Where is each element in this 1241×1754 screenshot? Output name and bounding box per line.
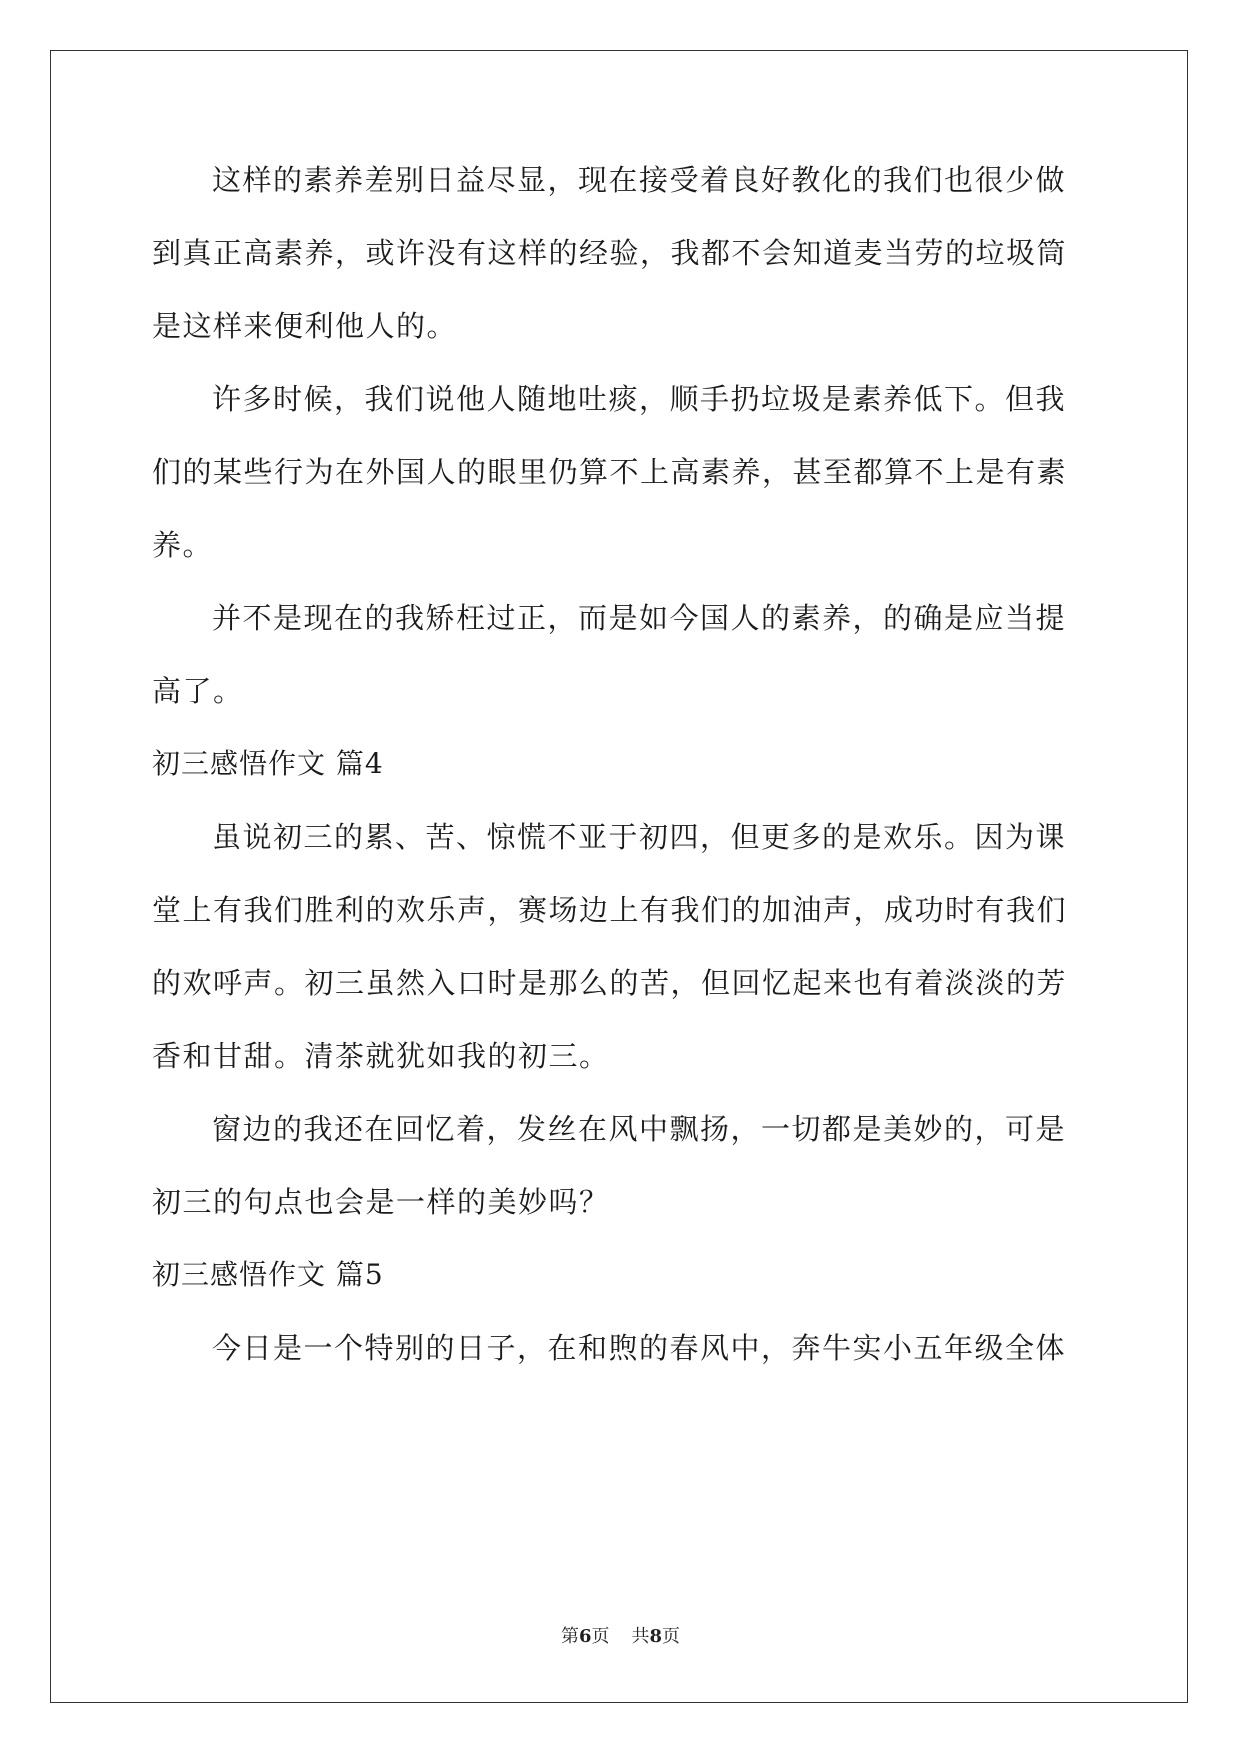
page-border <box>50 50 1188 1703</box>
paragraph-line: 窗边的我还在回忆着，发丝在风中飘扬，一切都是美妙的，可是 <box>212 1112 1067 1146</box>
paragraph-line: 许多时候，我们说他人随地吐痰，顺手扔垃圾是素养低下。但我 <box>212 382 1067 416</box>
paragraph-line: 堂上有我们胜利的欢乐声，赛场边上有我们的加油声，成功时有我们 <box>152 893 1068 927</box>
page-suffix: 页 <box>591 1626 610 1647</box>
page-prefix: 第 <box>560 1626 579 1647</box>
paragraph-line: 虽说初三的累、苦、惊慌不亚于初四，但更多的是欢乐。因为课 <box>212 820 1067 854</box>
section-heading: 初三感悟作文 篇4 <box>152 747 384 780</box>
paragraph-line: 们的某些行为在外国人的眼里仍算不上高素养，甚至都算不上是有素 <box>152 455 1068 489</box>
current-page-number: 6 <box>578 1626 592 1647</box>
paragraph-line: 养。 <box>152 528 214 562</box>
paragraph-line: 的欢呼声。初三虽然入口时是那么的苦，但回忆起来也有着淡淡的芳 <box>152 966 1068 1000</box>
paragraph-line: 并不是现在的我矫枉过正，而是如今国人的素养，的确是应当提 <box>212 601 1067 635</box>
page-footer <box>0 1625 1241 1649</box>
paragraph-line: 高了。 <box>152 674 244 708</box>
paragraph-line: 初三的句点也会是一样的美妙吗？ <box>152 1185 610 1219</box>
paragraph-line: 是这样来便利他人的。 <box>152 309 458 343</box>
paragraph-line: 到真正高素养，或许没有这样的经验，我都不会知道麦当劳的垃圾筒 <box>152 236 1068 270</box>
paragraph-line: 这样的素养差别日益尽显，现在接受着良好教化的我们也很少做 <box>212 163 1067 197</box>
total-prefix: 共 <box>631 1626 650 1647</box>
total-suffix: 页 <box>662 1626 681 1647</box>
paragraph-line: 香和甘甜。清茶就犹如我的初三。 <box>152 1039 610 1073</box>
total-page-number: 8 <box>649 1626 663 1647</box>
paragraph-line: 今日是一个特别的日子，在和煦的春风中，奔牛实小五年级全体 <box>212 1331 1067 1365</box>
section-heading: 初三感悟作文 篇5 <box>152 1258 384 1291</box>
